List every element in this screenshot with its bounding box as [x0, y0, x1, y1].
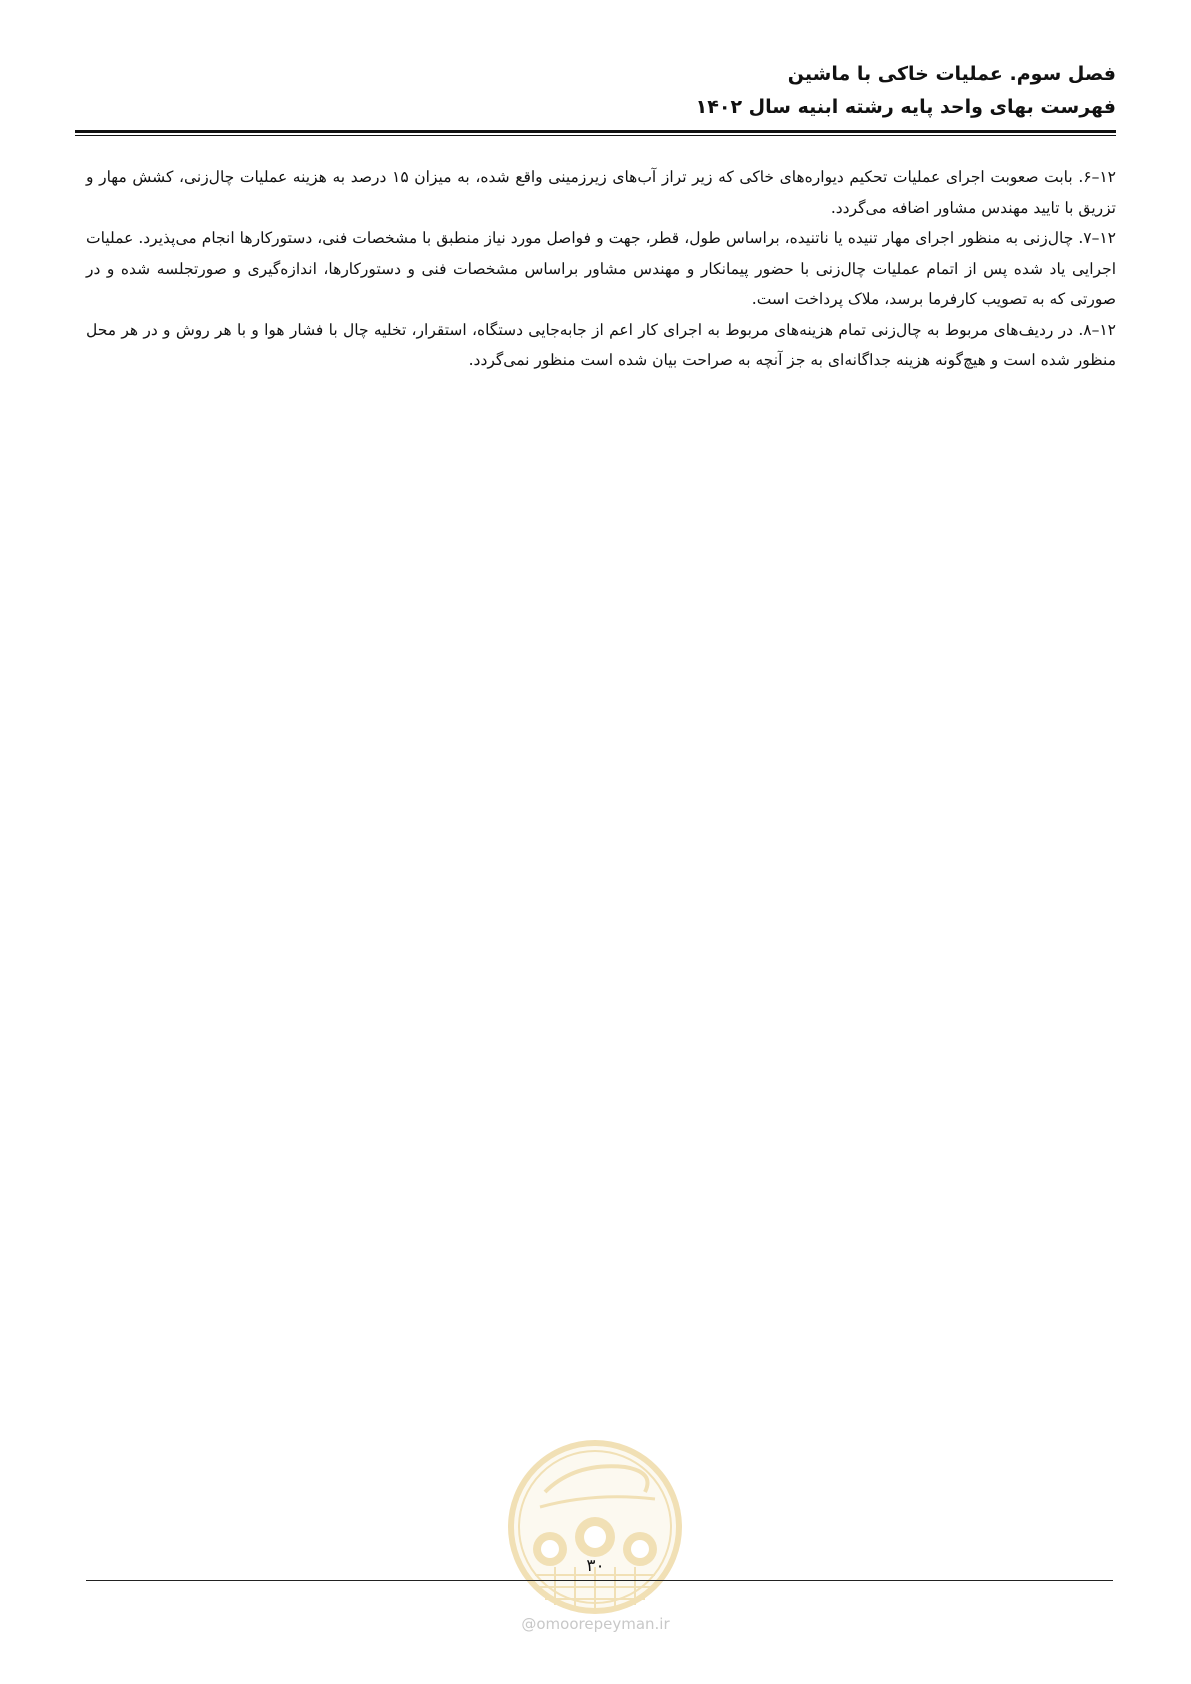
footer-rule: [86, 1580, 1113, 1581]
header-rule-thick: [75, 130, 1116, 133]
paragraph-12-6: ۱۲–۶. بابت صعوبت اجرای عملیات تحکیم دیواره‌های خاکی که زیر تراز آب‌های زیرزمینی واقع شده، به میزان ۱۵ درصد به هزینه عملیات چال‌زنی، کشش مهار و تزریق با تایید مهندس مشاور اضافه می‌گردد.: [86, 168, 1116, 217]
paragraph-12-7: ۱۲–۷. چال‌زنی به منظور اجرای مهار تنیده یا ناتنیده، براساس طول، قطر، جهت و فواصل مورد نیاز منطبق با مشخصات فنی، دستورکارها انجام می‌پذیرد. عملیات اجرایی یاد شده پس از اتمام عملیات چال‌زنی با حضور پیمانکار و مهندس مشاور براساس مشخصات فنی و دستورکارها، اندازه‌گیری و صورتجلسه شده و در صورتی که به تصویب کارفرما برسد، ملاک پرداخت است.: [86, 229, 1116, 308]
header-rule-thin: [75, 135, 1116, 136]
page-number: ۳۰: [586, 1556, 605, 1576]
book-title: فهرست بهای واحد پایه رشته ابنیه سال ۱۴۰۲: [695, 96, 1116, 118]
watermark-seal-icon: [505, 1437, 685, 1617]
paragraph-12-8: ۱۲–۸. در ردیف‌های مربوط به چال‌زنی تمام هزینه‌های مربوط به اجرای کار اعم از جابه‌جایی دستگاه، استقرار، تخلیه چال با فشار هوا و با هر روش و در هر محل منظور شده است و هیچ‌گونه هزینه جداگانه‌ای به جز آنچه به صراحت بیان شده است منظور نمی‌گردد.: [86, 320, 1116, 369]
body-text: [86, 162, 1116, 376]
website-watermark-text: @omoorepeyman.ir: [521, 1615, 670, 1633]
chapter-title: فصل سوم. عملیات خاکی با ماشین: [787, 63, 1116, 85]
page-header: [76, 58, 1116, 124]
